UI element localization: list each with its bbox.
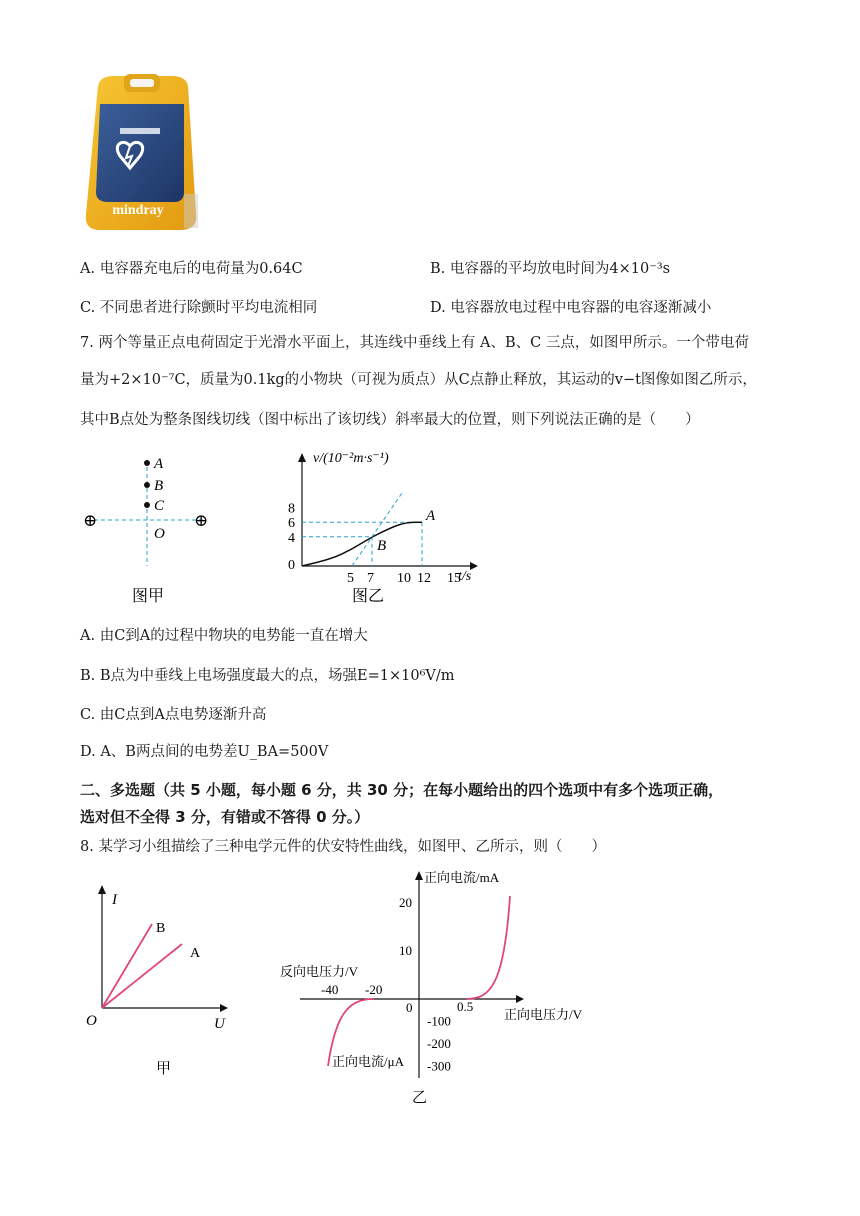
line-b-label: B [156, 921, 166, 936]
y-tick-6: 6 [288, 516, 295, 532]
aed-device-image [80, 74, 204, 234]
point-c-dot [144, 502, 150, 508]
point-b-dot [144, 482, 150, 488]
forward-y-tick-10: 10 [399, 943, 412, 958]
diode-origin: 0 [406, 1000, 413, 1015]
label-b: B [154, 478, 164, 494]
origin-o: O [86, 1013, 97, 1029]
y-axis-label: v/(10⁻²m·s⁻¹) [313, 451, 389, 466]
label-a: A [154, 456, 164, 472]
q6-option-a[interactable]: A. 电容器充电后的电荷量为0.64C [80, 261, 303, 277]
vt-curve [302, 522, 422, 566]
x-tick-5: 5 [347, 571, 354, 586]
right-axis-label: 正向电压力/V [504, 1007, 583, 1022]
x-tick-0: 0 [288, 558, 295, 573]
left-axis-label: 反向电压力/V [280, 964, 359, 979]
reverse-x-tick--40: -40 [321, 982, 339, 997]
q7-option-a[interactable]: A. 由C到A的过程中物块的电势能一直在增大 [80, 628, 368, 644]
positive-charge-right: ⊕ [194, 511, 209, 530]
device-brand: mindray [112, 203, 164, 218]
positive-charge-left: ⊕ [83, 511, 98, 530]
caption-yi-q8: 乙 [412, 1090, 428, 1106]
reverse-x-tick--20: -20 [365, 982, 383, 997]
q7-figure-jia [80, 448, 220, 608]
reverse-y-tick--300: -300 [427, 1058, 451, 1074]
reverse-y-tick--100: -100 [427, 1013, 451, 1029]
x-tick-15: 15 [447, 571, 461, 586]
q6-option-d[interactable]: D. 电容器放电过程中电容器的电容逐渐减小 [430, 300, 712, 316]
q7-stem-line2: 量为+2×10⁻⁷C，质量为0.1kg的小物块（可视为质点）从C点静止释放，其运动的v−t图像如图乙所示， [80, 372, 757, 388]
q7-stem-line1: 7. 两个等量正点电荷固定于光滑水平面上，其连线中垂线上有 A、B、C 三点，如图甲所示。一个带电荷 [80, 335, 749, 351]
line-a-label: A [190, 946, 201, 961]
tangent-line [352, 493, 402, 566]
q6-option-b[interactable]: B. 电容器的平均放电时间为4×10⁻³s [430, 261, 671, 277]
y-tick-4: 4 [288, 530, 295, 546]
caption-jia-q8: 甲 [156, 1061, 172, 1077]
label-o: O [154, 526, 165, 542]
x-tick-12: 12 [417, 571, 431, 586]
x-tick-7: 7 [367, 571, 374, 586]
caption-jia: 图甲 [132, 588, 165, 605]
x-axis-label: t/s [458, 569, 472, 584]
label-c: C [154, 498, 165, 514]
q8-figure-yi [270, 866, 600, 1110]
curve-label-b: B [377, 537, 387, 554]
q6-option-c[interactable]: C. 不同患者进行除颤时平均电流相同 [80, 300, 318, 316]
q7-option-c[interactable]: C. 由C点到A点电势逐渐升高 [80, 707, 267, 723]
y-tick-8: 8 [288, 501, 295, 517]
y-axis-label-i: I [112, 892, 117, 908]
forward-x-tick-0.5: 0.5 [457, 999, 474, 1014]
top-axis-label: 正向电流/mA [424, 870, 500, 885]
q7-vt-chart [270, 448, 490, 608]
section2-heading-line2: 选对但不全得 3 分，有错或不答得 0 分。） [80, 808, 370, 826]
line-a [102, 944, 182, 1008]
q7-stem-line3: 其中B点处为整条图线切线（图中标出了该切线）斜率最大的位置，则下列说法正确的是（ ） [80, 412, 700, 428]
x-tick-10: 10 [397, 571, 411, 586]
x-axis-label-u: U [214, 1016, 225, 1032]
point-a-dot [144, 460, 150, 466]
q8-stem: 8. 某学习小组描绘了三种电学元件的伏安特性曲线，如图甲、乙所示，则（ ） [80, 839, 606, 855]
reverse-y-tick--200: -200 [427, 1036, 451, 1051]
q8-figure-jia [80, 880, 240, 1080]
line-b [102, 924, 152, 1008]
forward-curve [466, 896, 510, 999]
curve-label-a: A [426, 508, 436, 525]
section2-heading-line1: 二、多选题（共 5 小题，每小题 6 分，共 30 分；在每小题给出的四个选项中有多个选项正确， [80, 781, 724, 799]
q7-option-d[interactable]: D. A、B两点间的电势差U_BA=500V [80, 744, 329, 760]
bottom-axis-label: 正向电流/μA [332, 1054, 404, 1069]
forward-y-tick-20: 20 [399, 895, 412, 910]
q7-option-b[interactable]: B. B点为中垂线上电场强度最大的点，场强E=1×10⁶V/m [80, 668, 455, 684]
caption-yi: 图乙 [352, 588, 385, 605]
